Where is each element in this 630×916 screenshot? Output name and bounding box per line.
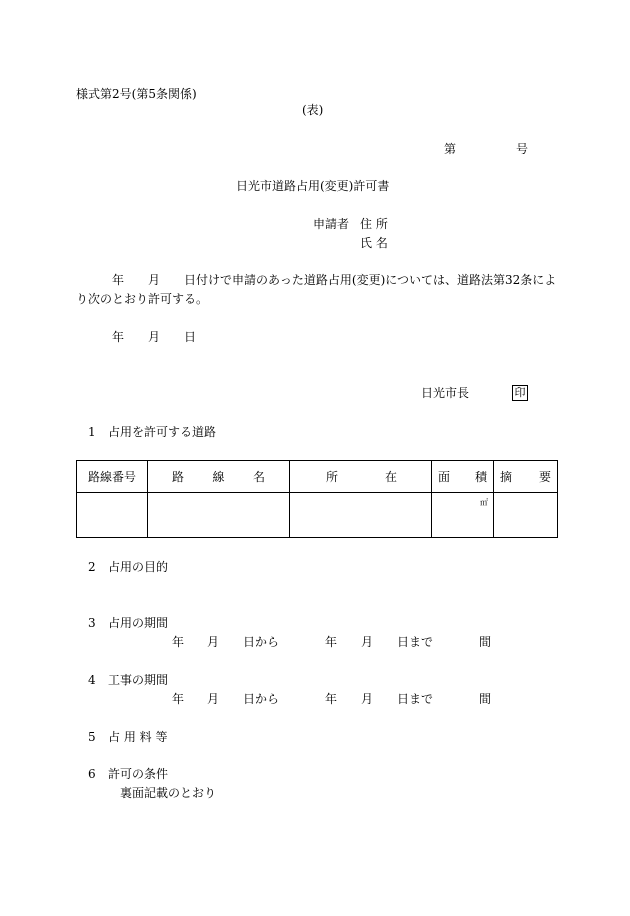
date-month: 月 — [148, 330, 161, 344]
cell-remarks — [494, 493, 558, 538]
area-unit: ㎡ — [480, 498, 488, 507]
road-table-row — [77, 493, 558, 538]
header-route-number: 路線番号 — [77, 461, 148, 493]
section3-from-day: 日から — [243, 635, 280, 649]
cell-location — [290, 493, 432, 538]
header-area: 面 積 — [432, 461, 494, 493]
section3-to-month: 月 — [361, 635, 374, 649]
section3-to-day: 日まで — [397, 635, 434, 649]
header-route-name: 路 線 名 — [148, 461, 290, 493]
applicant-label: 申請者 — [313, 217, 350, 231]
section4-from-year: 年 — [172, 692, 185, 706]
section3-from-month: 月 — [207, 635, 220, 649]
section4-from-day: 日から — [243, 692, 280, 706]
issuer-name: 日光市長 — [421, 386, 470, 400]
section4-duration: 間 — [479, 692, 492, 706]
section2-title: 占用の目的 — [108, 560, 169, 574]
section5-number: 5 — [88, 730, 96, 744]
section6-content: 裏面記載のとおり — [120, 786, 217, 800]
cell-area — [432, 493, 494, 538]
name-label: 氏 名 — [360, 236, 388, 250]
section4-to-day: 日まで — [397, 692, 434, 706]
cell-route-name — [148, 493, 290, 538]
seal-mark: 印 — [512, 385, 528, 401]
section6-number: 6 — [88, 767, 96, 781]
header-location: 所 在 — [290, 461, 432, 493]
date-day: 日 — [184, 330, 197, 344]
road-table — [76, 460, 558, 538]
section3-to-year: 年 — [325, 635, 338, 649]
header-remarks: 摘 要 — [494, 461, 558, 493]
section4-title: 工事の期間 — [108, 673, 169, 687]
front-label: (表) — [302, 103, 324, 117]
section3-number: 3 — [88, 616, 96, 630]
document-title: 日光市道路占用(変更)許可書 — [236, 179, 390, 193]
document-number-suffix: 号 — [516, 142, 529, 156]
section3-title: 占用の期間 — [108, 616, 169, 630]
form-number: 様式第2号(第5条関係) — [76, 87, 197, 101]
section3-from-year: 年 — [172, 635, 185, 649]
body-text-line2: り次のとおり許可する。 — [76, 292, 209, 306]
address-label: 住 所 — [360, 217, 388, 231]
body-month: 月 — [148, 273, 161, 287]
body-text-line1: 日付けで申請のあった道路占用(変更)については、道路法第32条によ — [184, 273, 557, 287]
cell-route-number — [77, 493, 148, 538]
section4-to-year: 年 — [325, 692, 338, 706]
road-table-header — [77, 461, 558, 493]
section3-duration: 間 — [479, 635, 492, 649]
section6-title: 許可の条件 — [108, 767, 169, 781]
section5-title: 占 用 料 等 — [108, 730, 168, 744]
section1-number: 1 — [88, 425, 96, 439]
body-year: 年 — [112, 273, 125, 287]
date-year: 年 — [112, 330, 125, 344]
section4-number: 4 — [88, 673, 96, 687]
document-number-prefix: 第 — [444, 142, 457, 156]
section4-to-month: 月 — [361, 692, 374, 706]
section2-number: 2 — [88, 560, 96, 574]
section1-title: 占用を許可する道路 — [108, 425, 217, 439]
section4-from-month: 月 — [207, 692, 220, 706]
